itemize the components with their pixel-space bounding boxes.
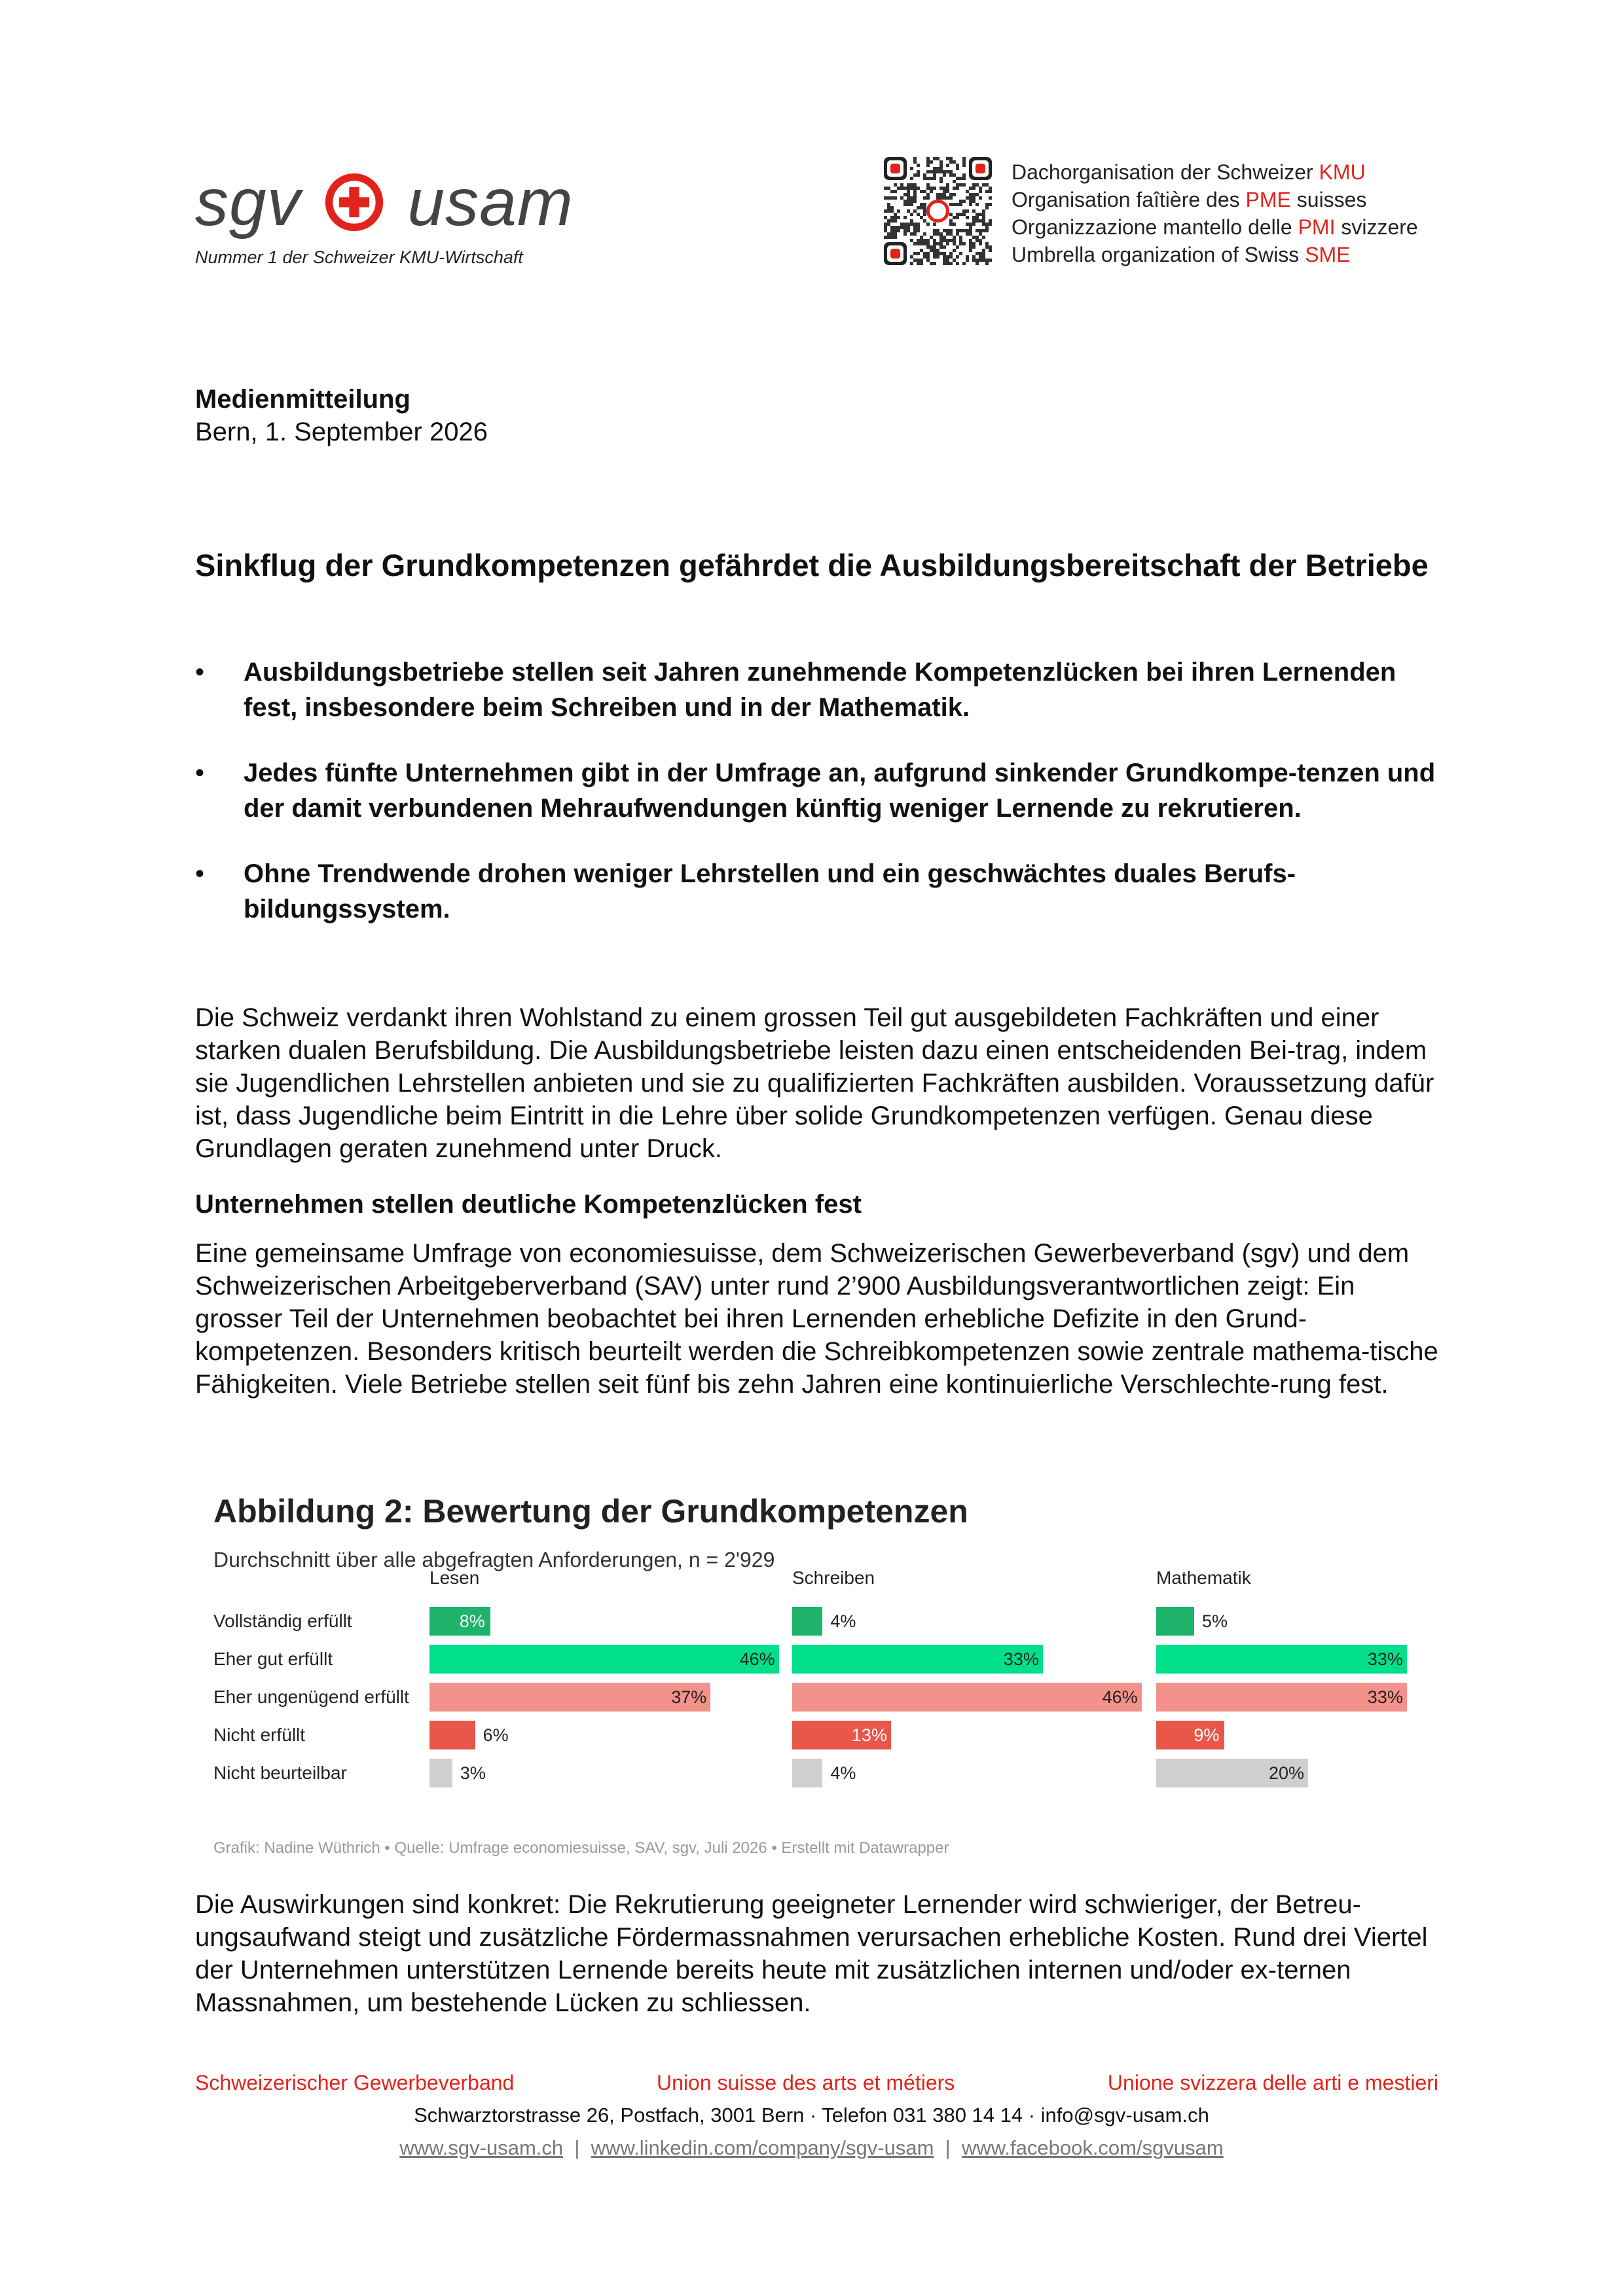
chart-bar xyxy=(429,1645,779,1674)
chart-data-label: 4% xyxy=(830,1611,856,1631)
org-accent: PME xyxy=(1245,188,1291,211)
document-type: Medienmitteilung xyxy=(195,385,410,414)
paragraph-survey: Eine gemeinsame Umfrage von economiesuisse, dem Schweizerischen Gewerbeverband (sgv) und dem Schweizerischen Arbeitgeberverband (SAV) unter rund 2’900 Ausbildungsverantwortlichen zeigt: Ein grosser Teil der Unternehmen beobachtet bei ihren Lernenden erhebliche Defizite in den Grund-kompetenzen. Besonders kritisch beurteilt werden die Schreibkompetenzen sowie zentrale mathema-tische Fähigkeiten. Viele Betriebe stellen seit fünf bis zehn Jahren eine kontinuierliche Verschlechte-rung fest. xyxy=(195,1239,1438,1399)
org-tail: suisses xyxy=(1290,188,1367,211)
org-line xyxy=(1012,186,1418,213)
chart-subtitle: Durchschnitt über alle abgefragten Anforderungen, n = 2'929 xyxy=(213,1548,775,1571)
chart-data-label: 9% xyxy=(1194,1725,1220,1745)
org-line xyxy=(1012,241,1418,268)
chart-category-label: Eher ungenügend erfüllt xyxy=(213,1687,409,1707)
chart-data-label: 33% xyxy=(1367,1687,1403,1707)
chart-bar xyxy=(429,1759,452,1787)
paragraph-impact: Die Auswirkungen sind konkret: Die Rekrutierung geeigneter Lernender wird schwieriger, der Betreu-ungsaufwand steigt und zusätzliche Fördermassnahmen verursachen erhebliche Kosten. Rund drei Viertel der Unternehmen unterstützen Lernende bereits heute mit zusätzlichen internen und/oder ex-ternen Massnahmen, um bestehende Lücken zu schliessen. xyxy=(195,1890,1428,2017)
chart-data-label: 6% xyxy=(483,1725,509,1745)
org-accent: PMI xyxy=(1298,215,1336,239)
key-point: • Jedes fünfte Unternehmen gibt in der Umfrage an, aufgrund sinkender Grundkompe-tenzen und der damit verbundenen Mehraufwendungen künftig weniger Lernende zu rekrutieren. xyxy=(195,755,1439,826)
chart-data-label: 33% xyxy=(1003,1649,1039,1669)
tagline: Nummer 1 der Schweizer KMU-Wirtschaft xyxy=(195,247,523,267)
footer-name-fr: Union suisse des arts et métiers xyxy=(657,2071,955,2094)
chart-data-label: 13% xyxy=(851,1725,887,1745)
org-text: Dachorganisation der Schweizer xyxy=(1012,160,1319,184)
chart-data-label: 33% xyxy=(1367,1649,1403,1669)
sgv-logo xyxy=(195,164,574,240)
chart-data-label: 37% xyxy=(671,1687,707,1707)
chart-bar xyxy=(429,1683,710,1712)
chart-bar xyxy=(792,1683,1142,1712)
key-point: • Ausbildungsbetriebe stellen seit Jahren zunehmende Kompetenzlücken bei ihren Lernenden fest, insbesondere beim Schreiben und in der Mathematik. xyxy=(195,655,1439,725)
website-link[interactable]: www.sgv-usam.ch xyxy=(399,2136,564,2159)
chart-category-label: Nicht erfüllt xyxy=(213,1725,306,1745)
chart-bar xyxy=(792,1607,822,1636)
logo-text-right: usam xyxy=(407,165,574,240)
org-line xyxy=(1012,158,1418,186)
link-separator: | xyxy=(574,2136,580,2159)
link-separator: | xyxy=(945,2136,951,2159)
key-points xyxy=(195,655,1439,957)
org-line xyxy=(1012,213,1418,241)
facebook-link[interactable]: www.facebook.com/sgvusam xyxy=(961,2136,1224,2159)
chart-series-label: Lesen xyxy=(429,1568,480,1588)
org-text: Organisation faîtière des xyxy=(1012,188,1246,211)
chart-data-label: 46% xyxy=(739,1649,775,1669)
org-accent: KMU xyxy=(1319,160,1366,184)
footer-links xyxy=(0,2136,1623,2160)
place-date: Bern, 1. September 2026 xyxy=(195,418,488,446)
chart-data-label: 5% xyxy=(1202,1611,1228,1631)
footer-name-it: Unione svizzera delle arti e mestieri xyxy=(1107,2071,1438,2094)
org-text: Umbrella organization of Swiss xyxy=(1012,243,1305,266)
chart-data-label: 3% xyxy=(460,1763,486,1783)
competence-chart xyxy=(195,1486,1439,1865)
linkedin-link[interactable]: www.linkedin.com/company/sgv-usam xyxy=(591,2136,934,2159)
chart-series-label: Schreiben xyxy=(792,1568,875,1588)
logo-text-left: sgv xyxy=(195,165,301,240)
chart-bar xyxy=(1156,1607,1194,1636)
chart-bar xyxy=(429,1721,475,1749)
chart-bar xyxy=(792,1759,822,1787)
footer-name-de: Schweizerischer Gewerbeverband xyxy=(195,2071,515,2094)
chart-data-label: 4% xyxy=(830,1763,856,1783)
key-point: • Ohne Trendwende drohen weniger Lehrstellen und ein geschwächtes duales Berufs-bildungssystem. xyxy=(195,856,1439,927)
chart-data-label: 8% xyxy=(459,1611,485,1631)
org-tail: svizzere xyxy=(1335,215,1418,239)
qr-code-icon xyxy=(884,157,992,265)
footer-address: Schwarztorstrasse 26, Postfach, 3001 Bern · Telefon 031 380 14 14 · info@sgv-usam.ch xyxy=(414,2104,1209,2126)
chart-category-label: Eher gut erfüllt xyxy=(213,1649,333,1669)
chart-title: Abbildung 2: Bewertung der Grundkompetenzen xyxy=(213,1493,968,1530)
chart-source: Grafik: Nadine Wüthrich • Quelle: Umfrage economiesuisse, SAV, sgv, Juli 2026 • Erstellt mit Datawrapper xyxy=(213,1839,949,1857)
chart-data-label: 46% xyxy=(1102,1687,1138,1707)
headline: Sinkflug der Grundkompetenzen gefährdet die Ausbildungsbereitschaft der Betriebe xyxy=(195,548,1429,583)
subheading: Unternehmen stellen deutliche Kompetenzlücken fest xyxy=(195,1190,862,1219)
chart-category-label: Nicht beurteilbar xyxy=(213,1763,347,1783)
chart-series-label: Mathematik xyxy=(1156,1568,1251,1588)
org-accent: SME xyxy=(1305,243,1351,266)
organization-names xyxy=(1012,158,1418,268)
chart-data-label: 20% xyxy=(1269,1763,1305,1783)
swiss-cross-logo-icon xyxy=(323,171,386,234)
chart-category-label: Vollständig erfüllt xyxy=(213,1611,352,1631)
paragraph-intro: Die Schweiz verdankt ihren Wohlstand zu einem grossen Teil gut ausgebildeten Fachkräften und einer starken dualen Berufsbildung. Die Ausbildungsbetriebe leisten dazu einen entscheidenden Bei-trag, indem sie Jugendlichen Lehrstellen anbieten und sie zu qualifizierten Fachkräften ausbilden. Voraussetzung dafür ist, dass Jugendliche beim Eintritt in die Lehre über solide Grundkompetenzen verfügen. Genau diese Grundlagen geraten zunehmend unter Druck. xyxy=(195,1003,1434,1163)
press-release-meta xyxy=(195,383,488,448)
org-text: Organizzazione mantello delle xyxy=(1012,215,1298,239)
